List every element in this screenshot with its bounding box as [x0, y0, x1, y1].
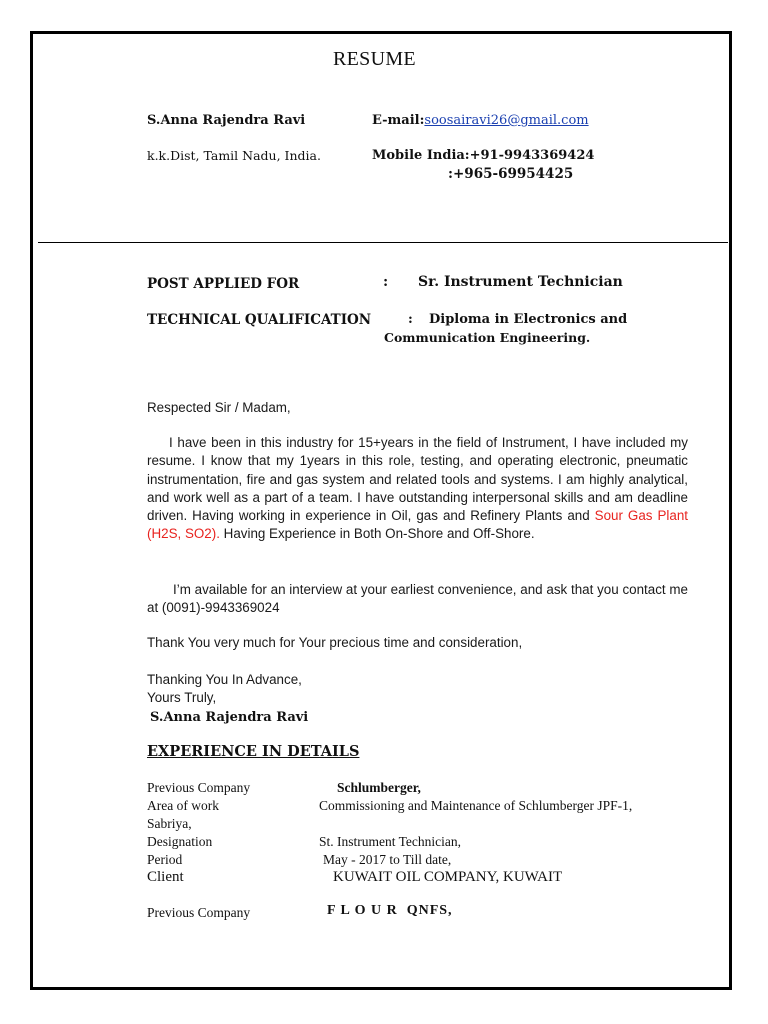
period-label: Period	[147, 852, 183, 867]
qualification-label: TECHNICAL QUALIFICATION	[147, 312, 372, 328]
mobile-line	[372, 148, 594, 163]
post-label: POST APPLIED FOR	[147, 276, 300, 292]
paragraph-1-end: Having Experience in Both On-Shore and Off-Shore.	[219, 526, 535, 542]
email-line	[372, 113, 589, 128]
email-link[interactable]: soosairavi26@gmail.com	[424, 113, 589, 128]
qualification-value-1: Diploma in Electronics and	[429, 312, 628, 327]
cover-paragraph-2: I’m available for an interview at your earliest convenience, and ask that you contact me at (0091)-9943369024	[147, 582, 688, 616]
company-label-2: Previous Company	[147, 905, 251, 920]
mobile-india: +91-9943369424	[469, 148, 595, 163]
signature: S.Anna Rajendra Ravi	[150, 710, 309, 725]
qualification-colon: :	[408, 312, 413, 327]
cover-paragraph-1	[147, 434, 688, 544]
salutation: Respected Sir / Madam,	[147, 400, 291, 415]
client-value: KUWAIT OIL COMPANY, KUWAIT	[333, 869, 563, 885]
company-2: F L O U R QNFS,	[327, 903, 453, 918]
closing-2: Yours Truly,	[147, 690, 217, 705]
divider	[38, 242, 728, 243]
candidate-location: k.k.Dist, Tamil Nadu, India.	[147, 148, 321, 163]
paragraph-1-text: I have been in this industry for 15+years in the field of Instrument, I have included my resume. I know that my 1years in this role, testing, and operating electronic, pneumatic instrumentation, fire and gas system and related tools and systems. I am highly analytical, and work well as a part of a team. I have outstanding interpersonal skills and am deadline driven. Having working in experience in Oil, gas and Refinery Plants and	[147, 435, 688, 524]
resume-title: RESUME	[333, 48, 416, 70]
designation-label: Designation	[147, 834, 213, 849]
mobile-alt: :+965-69954425	[448, 166, 574, 182]
email-label: E-mail:	[372, 113, 425, 128]
candidate-name: S.Anna Rajendra Ravi	[147, 113, 306, 128]
designation-value: St. Instrument Technician,	[319, 834, 462, 849]
client-label: Client	[147, 869, 184, 885]
company-1: Schlumberger,	[337, 780, 421, 795]
area-value: Commissioning and Maintenance of Schlumberger JPF-1,	[319, 798, 633, 813]
closing-1: Thanking You In Advance,	[147, 672, 302, 687]
area-label: Area of work	[147, 798, 219, 813]
mobile-label: Mobile India:	[372, 148, 470, 163]
period-value: May - 2017 to Till date,	[323, 852, 452, 867]
qualification-value-2: Communication Engineering.	[384, 330, 591, 345]
post-value: Sr. Instrument Technician	[418, 274, 623, 290]
sour-gas-highlight: Sour Gas Plant (H2S, SO2).	[147, 508, 688, 542]
area-value-cont: Sabriya,	[147, 816, 192, 831]
company-label-1: Previous Company	[147, 780, 251, 795]
post-colon: :	[383, 274, 389, 290]
thanks-line: Thank You very much for Your precious time and consideration,	[147, 635, 523, 650]
experience-heading: EXPERIENCE IN DETAILS	[147, 743, 360, 760]
